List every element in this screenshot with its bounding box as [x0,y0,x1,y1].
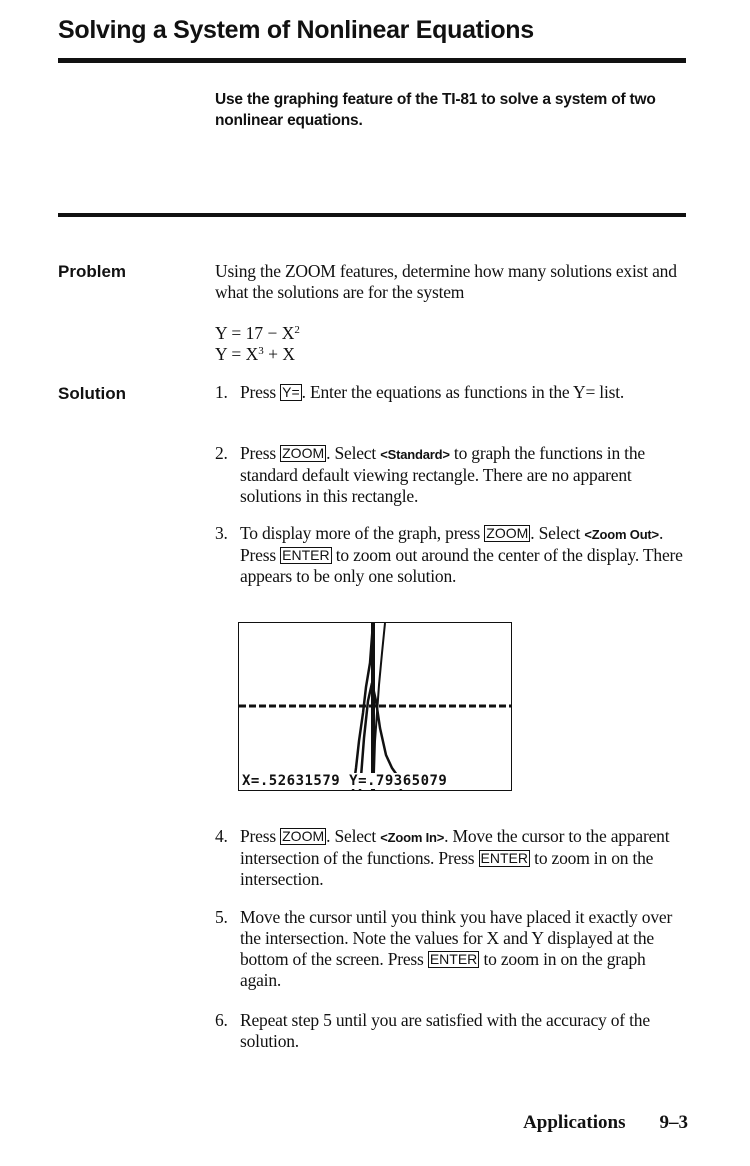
step-3-text-a: To display more of the graph, press [240,523,485,543]
page-title: Solving a System of Nonlinear Equations [58,16,534,44]
page-number: 9–3 [659,1112,688,1133]
step-6-number: 6. [215,1010,228,1030]
step-1-text-a: Press [240,382,281,402]
intro-text: Use the graphing feature of the TI-81 to solve a system of two nonlinear equations. [215,91,656,129]
step-1 [215,382,690,403]
graph-display [239,623,511,790]
step-4-text-b: . Select [326,826,381,846]
step-5 [215,907,690,991]
zoom-in-menu-option: <Zoom In> [380,830,445,845]
equation-2 [215,344,295,365]
step-2-text-b: . Select [326,443,381,463]
problem-heading: Problem [58,262,127,281]
zoom-key: ZOOM [282,828,325,844]
enter-key: ENTER [480,850,528,866]
zoom-key: ZOOM [486,525,529,541]
calculator-screen [238,622,512,791]
step-3-text-d: to zoom out around the center of the display. There appears to be only one solution. [240,545,683,586]
step-5-text-a: Move the cursor until you think you have placed it exactly over the intersection. Note the values for X and Y displayed at the bottom of the screen. Press [240,907,673,969]
step-3-text-c: . Press [240,523,664,565]
step-2 [215,443,690,507]
step-4-number: 4. [215,826,228,846]
step-6-text-a: Repeat step 5 until you are satisfied with the accuracy of the solution. [240,1010,650,1051]
footer-section: Applications [523,1112,626,1133]
step-6 [215,1010,690,1052]
section-rule [58,213,686,217]
step-1-number: 1. [215,382,228,402]
equation-1 [215,323,300,344]
enter-key: ENTER [282,547,330,563]
step-4 [215,826,690,890]
header-rule [58,58,686,63]
step-3 [215,523,690,587]
step-2-number: 2. [215,443,228,463]
step-3-text-b: . Select [530,523,585,543]
step-2-text-c: to graph the functions in the standard default viewing rectangle. There are no apparent solutions in this rectangle. [240,443,645,506]
step-5-text-b: to zoom in on the graph again. [240,949,646,990]
step-3-number: 3. [215,523,228,543]
y-equals-key: Y= [282,384,300,400]
equation-2-exponent: 3 [258,345,264,357]
equation-2-rhs: + X [263,344,296,364]
zoom-key: ZOOM [282,445,325,461]
standard-menu-option: <Standard> [380,447,450,462]
problem-text: Using the ZOOM features, determine how many solutions exist and what the solutions are for the system [215,261,677,302]
enter-key: ENTER [429,951,478,967]
step-4-text-c: . Move the cursor to the apparent intersection of the functions. Press [240,826,670,868]
solution-heading: Solution [58,384,126,403]
step-4-text-a: Press [240,826,281,846]
page-footer [523,1112,688,1134]
equation-1-lhs: Y = 17 − X [215,323,295,343]
cursor-coordinate-readout: X=.52631579 Y=.79365079 [242,773,448,789]
equation-2-lhs: Y = X [215,344,259,364]
zoom-out-menu-option: <Zoom Out> [584,527,659,542]
step-1-text-b: . Enter the equations as functions in the Y= list. [301,382,625,402]
step-4-text-d: to zoom in on the intersection. [240,848,654,889]
step-2-text-a: Press [240,443,281,463]
step-5-number: 5. [215,907,228,927]
equation-1-exponent: 2 [294,324,300,336]
